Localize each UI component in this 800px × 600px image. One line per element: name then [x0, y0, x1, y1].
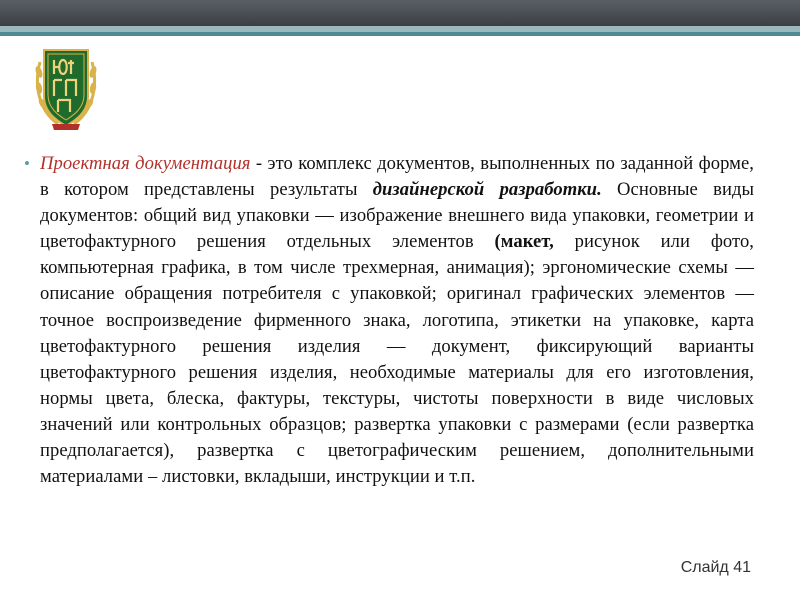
bullet-marker: • [24, 154, 30, 173]
header-bar [0, 0, 800, 26]
text-segment-2: Основные виды документов: общий вид упаковки — изображение внешнего вида упаковки, геометрии и цветофактурного решения отдельных элементов [40, 179, 755, 253]
bullet-item [24, 151, 754, 490]
term-highlight: Проектная документация [40, 153, 251, 174]
text-segment-3: рисунок или фото, компьютерная графика, в том числе трехмерная, анимация); эргономические схемы — описание обращения потребителя с упаковкой; оригинал графических элементов — точное воспроизведение фирменного знака, логотипа, этикетки на упаковке, карта цветофактурного решения изделия — документ, фиксирующий варианты цветофактурного решения изделия, необходимые материалы для его изготовления, нормы цвета, блеска, фактуры, текстуры, чистоты поверхности в виде числовых значений или контрольных образцов; развертка упаковки с размерами (если развертка предполагается), развертка с цветографическим решением, дополнительными материалами – листовки, вкладыши, инструкции и т.п. [40, 231, 754, 488]
text-segment-1: - это комплекс документов, выполненных по заданной форме, в котором представлены результаты [40, 153, 754, 201]
emphasis-maket: (макет, [494, 231, 554, 253]
body-paragraph [40, 151, 754, 490]
university-crest-logo [34, 44, 98, 134]
slide-body [24, 151, 754, 490]
header-stripe-dark [0, 32, 800, 36]
slide-number: Слайд 41 [680, 559, 751, 576]
emphasis-dizainerskoi: дизайнерской разработки. [372, 179, 602, 201]
